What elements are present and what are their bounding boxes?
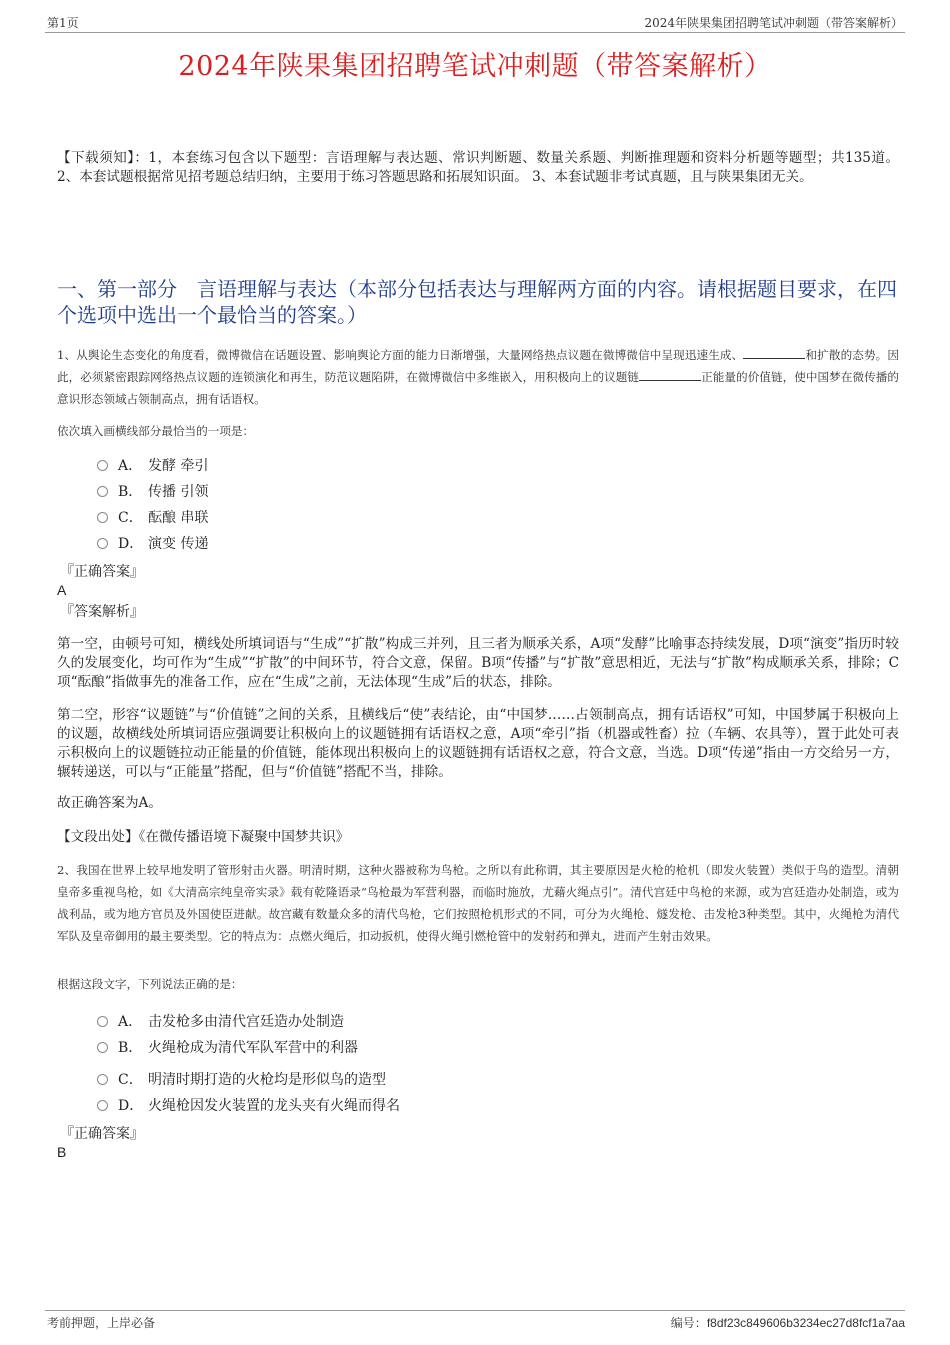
footer-slogan: 考前押题，上岸必备: [47, 1316, 156, 1330]
radio-icon[interactable]: [97, 460, 108, 471]
question-2-prompt: 根据这段文字，下列说法正确的是：: [57, 977, 243, 991]
q1-option-c[interactable]: C． 酝酿 串联: [97, 507, 208, 529]
footer-code: 编号：f8df23c849606b3234ec27d8fcf1a7aa: [670, 1316, 905, 1330]
q1-analysis-para-2: 第二空，形容“议题链”与“价值链”之间的关系，且横线后“使”表结论，由“中国梦……占领制高点，拥有话语权”可知，中国梦属于积极向上的议题，故横线处所填词语应强调要让积极向上的议题链拥有话语权之意，A项“牵引”指（机器或牲畜）拉（车辆、农具等），置于此处可表示积极向上的议题链拉动正能量的价值链，能体现出积极向上的议题链拥有话语权之意，符合文意，当选。D项“传递”指由一方交给另一方，辗转递送，可以与“正能量”搭配，但与“价值链”搭配不当，排除。: [57, 707, 899, 780]
q2-option-b[interactable]: B． 火绳枪成为清代军队军营中的利器: [97, 1037, 358, 1059]
radio-icon[interactable]: [97, 1074, 108, 1085]
question-1-stem: 1、从舆论生态变化的角度看，微博微信在话题设置、影响舆论方面的能力日渐增强，大量网络热点议题在微博微信中呈现迅速生成、 和扩散的态势。因此，必须紧密跟踪网络热点议题的连锁演化和再生，防范议题陷阱，在微博微信中多维嵌入，用积极向上的议题链 正能量的价值链，使中国梦在微传播的意识形态领域占领制高点，拥有话语权。: [57, 348, 899, 406]
radio-icon[interactable]: [97, 538, 108, 549]
q2-option-c[interactable]: C． 明清时期打造的火枪均是形似鸟的造型: [97, 1069, 386, 1091]
q1-analysis-label: 『答案解析』: [60, 604, 144, 620]
q2-option-a[interactable]: A． 击发枪多由清代宫廷造办处制造: [97, 1011, 344, 1033]
q2-correct-label: 『正确答案』: [60, 1126, 144, 1142]
radio-icon[interactable]: [97, 1016, 108, 1027]
q1-analysis-para-1: 第一空，由顿号可知，横线处所填词语与“生成”“扩散”构成三并列，且三者为顺承关系，A项“发酵”比喻事态持续发展，D项“演变”指历时较久的发展变化，均可作为“生成”“扩散”的中间环节，符合文意，保留。B项“传播”与“扩散”意思相近，无法与“扩散”构成顺承关系，排除；C项“酝酿”指做事先的准备工作，应在“生成”之前，无法体现“生成”后的状态，排除。: [57, 636, 899, 690]
q1-option-b[interactable]: B． 传播 引领: [97, 481, 208, 503]
question-1-prompt: 依次填入画横线部分最恰当的一项是：: [57, 424, 255, 438]
q2-answer: B: [57, 1144, 67, 1160]
page-number: 第1页: [47, 16, 79, 30]
radio-icon[interactable]: [97, 1100, 108, 1111]
radio-icon[interactable]: [97, 1042, 108, 1053]
question-2-stem: 2、我国在世界上较早地发明了管形射击火器。明清时期，这种火器被称为鸟枪。之所以有此称谓，其主要原因是火枪的枪机（即发火装置）类似于鸟的造型。清朝皇帝多重视鸟枪，如《大清高宗纯皇帝实录》载有乾隆语录“鸟枪最为军营利器，而临时施放，尤藉火绳点引”。清代宫廷中鸟枪的来源，或为宫廷造办处制造，或为战利品，或为地方官员及外国使臣进献。故宫藏有数量众多的清代鸟枪，它们按照枪机形式的不同，可分为火绳枪、燧发枪、击发枪3种类型。其中，火绳枪为清代军队及皇帝御用的最主要类型。它的特点为：点燃火绳后，扣动扳机，使得火绳引燃枪管中的发射药和弹丸，进而产生射击效果。: [57, 863, 899, 943]
fill-blank-1: [743, 346, 805, 359]
q1-source: 【文段出处】《在微传播语境下凝聚中国梦共识》: [57, 829, 350, 845]
q1-option-d[interactable]: D． 演变 传递: [97, 533, 208, 555]
q1-conclusion: 故正确答案为A。: [57, 795, 162, 811]
section-heading: 一、第一部分 言语理解与表达（本部分包括表达与理解两方面的内容。请根据题目要求，在四个选项中选出一个最恰当的答案。）: [57, 277, 897, 327]
fill-blank-2: [639, 368, 701, 381]
q1-answer: A: [57, 582, 67, 598]
download-notice: 【下载须知】：1，本套练习包含以下题型：言语理解与表达题、常识判断题、数量关系题、判断推理题和资料分析题等题型；共135道。 2、本套试题根据常见招考题总结归纳，主要用于练习答题思路和拓展知识面。 3、本套试题非考试真题，且与陕果集团无关。: [57, 150, 899, 185]
q2-option-d[interactable]: D． 火绳枪因发火装置的龙头夹有火绳而得名: [97, 1095, 400, 1117]
footer-divider: [45, 1310, 905, 1311]
header-doc-title: 2024年陕果集团招聘笔试冲刺题（带答案解析）: [644, 16, 903, 30]
header-divider: [45, 32, 905, 33]
page-title: 2024年陕果集团招聘笔试冲刺题（带答案解析）: [178, 51, 772, 82]
q1-option-a[interactable]: A． 发酵 牵引: [97, 455, 208, 477]
radio-icon[interactable]: [97, 512, 108, 523]
q1-correct-label: 『正确答案』: [60, 564, 144, 580]
radio-icon[interactable]: [97, 486, 108, 497]
